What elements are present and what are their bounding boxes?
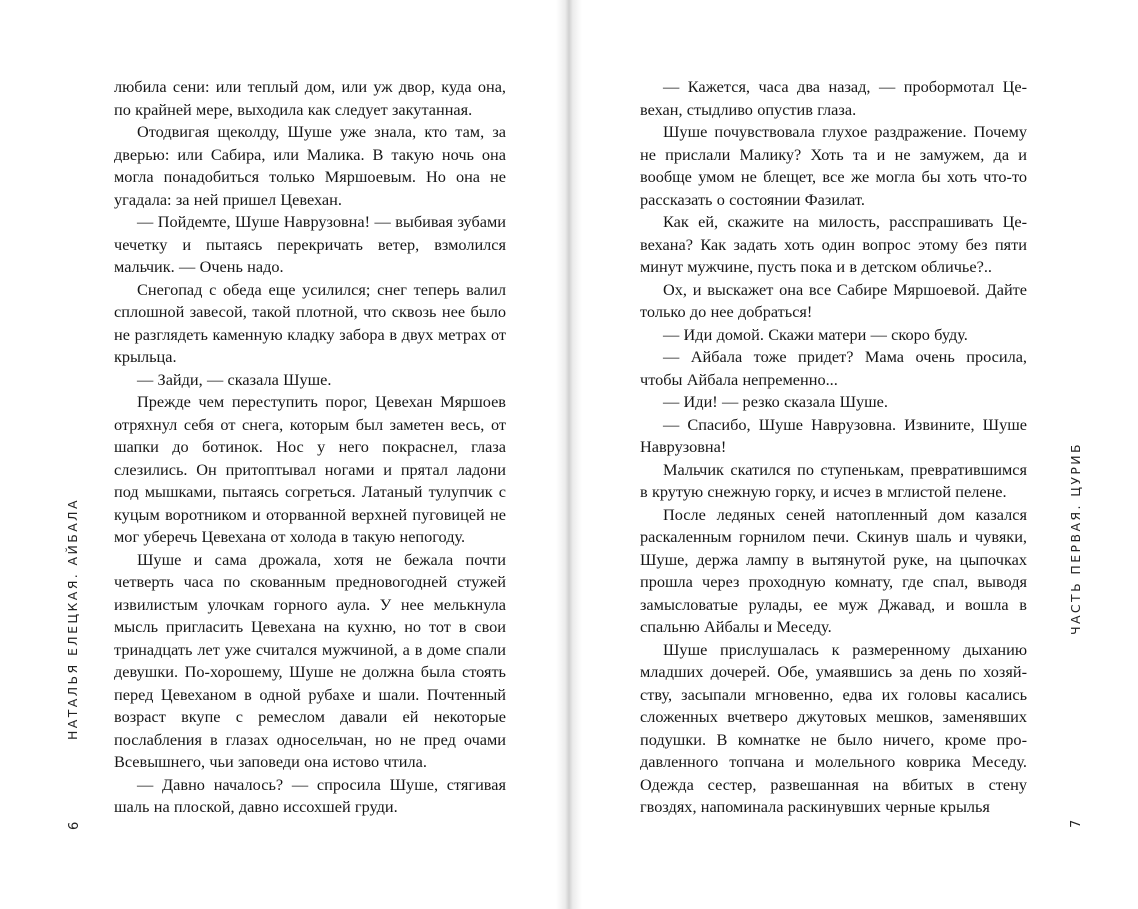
- paragraph: После ледяных сеней натопленный дом казался раскаленным горнилом печи. Скинув шаль и чувяки, Шуше, держа лампу в вытянутой руке, на цыпочках прошла через проходную комнату, где спал, выводя замысловатые рулады, ее муж Джавад, и вошла в спальню Айбалы и Меседу.: [640, 504, 1027, 636]
- left-page: [0, 0, 568, 909]
- paragraph: — Спасибо, Шуше Наврузовна. Извините, Шуше Наврузовна!: [640, 414, 1027, 456]
- left-page-text: [114, 76, 506, 819]
- paragraph: — Айбала тоже придет? Мама очень просила, чтобы Айбала непременно...: [640, 347, 1027, 389]
- right-page-number: 7: [1069, 819, 1084, 828]
- paragraph: Мальчик скатился по ступенькам, превратившимся в крутую снежную горку, и исчез в мглистой пелене.: [640, 459, 1027, 501]
- paragraph: — Давно началось? — спросила Шуше, стягивая шаль на плоской, давно иссохшей груди.: [114, 774, 506, 816]
- paragraph: Шуше почувствовала глухое раздражение. Почему не прислали Малику? Хоть та и не замужем, да и вообще умом не блещет, все же могла бы хоть что-то рассказать о состоянии Фазилат.: [640, 122, 1027, 209]
- left-page-number: 6: [67, 821, 82, 830]
- left-running-head: НАТАЛЬЯ ЕЛЕЦКАЯ. АЙБАЛА: [65, 498, 80, 740]
- paragraph: Ох, и выскажет она все Сабире Мяршоевой. Дайте только до нее добраться!: [640, 279, 1027, 321]
- book-gutter-shadow: [556, 0, 582, 909]
- right-page-text: [640, 76, 1027, 819]
- paragraph: Прежде чем переступить порог, Цевехан Мяршоев отряхнул себя от снега, которым был заметен весь, от шапки до ботинок. Нос у него покраснел, глаза слезились. Он притоптывал ногами и прятал ладони под мышками, пытаясь согреться. Латаный тулупчик с куцым воротником и оторванной верхней пуговицей не мог уберечь Цевехана от холода в такую непогоду.: [114, 392, 506, 546]
- paragraph: — Кажется, часа два назад, — пробормотал Цевехан, стыдливо опустив глаза.: [640, 77, 1027, 119]
- paragraph: Снегопад с обеда еще усилился; снег теперь валил сплошной завесой, такой плотной, что сквозь нее было не разглядеть каменную кладку забора в двух метрах от крыльца.: [114, 279, 506, 366]
- paragraph: Шуше и сама дрожала, хотя не бежала почти четверть часа по скованным предновогодней стужей извилистым улочкам горного аула. У нее мелькнула мысль пригласить Цевехана на кухню, но тот в свои тринадцать лет уже считался мужчиной, а в доме спали девушки. По-хорошему, Шуше не должна была стоять перед Цевеханом в одной рубахе и шали. Почтенный возраст вкупе с ремеслом давали ей некоторые послабления в глазах односельчан, но не пред очами Всевышнего, чьи заповеди она истово чтила.: [114, 549, 506, 771]
- right-page: [568, 0, 1138, 909]
- paragraph: любила сени: или теплый дом, или уж двор, куда она, по крайней мере, выходила как следует закутанная.: [114, 77, 506, 119]
- right-running-head: ЧАСТЬ ПЕРВАЯ. ЦУРИБ: [1068, 441, 1083, 635]
- paragraph: Как ей, скажите на милость, расспрашивать Цевехана? Как задать хоть один вопрос этому без пяти минут мужчине, пусть пока и в детском обличье?..: [640, 212, 1027, 276]
- paragraph: Отодвигая щеколду, Шуше уже знала, кто там, за дверью: или Сабира, или Малика. В такую ночь она могла понадобиться только Мяршоевым. Но она не угадала: за ней пришел Цевехан.: [114, 122, 506, 209]
- paragraph: — Иди! — резко сказала Шуше.: [663, 392, 888, 411]
- paragraph: — Пойдемте, Шуше Наврузовна! — выбивая зубами чечетку и пытаясь перекричать ветер, взмолился мальчик. — Очень надо.: [114, 212, 506, 276]
- paragraph: — Зайди, — сказала Шуше.: [137, 369, 332, 389]
- paragraph: Шуше прислушалась к размеренному дыханию младших дочерей. Обе, умаявшись за день по хозяйству, засыпали мгновенно, едва их головы касались сложенных вчетверо джутовых мешков, заменявших подушки. В комнатке не было ничего, кроме продавленного топчана и молельного коврика Меседу. Одежда сестер, развешанная на вбитых в стену гвоздях, напоминала раскинувших черные крылья: [640, 639, 1027, 816]
- paragraph: — Иди домой. Скажи матери — скоро буду.: [663, 324, 968, 344]
